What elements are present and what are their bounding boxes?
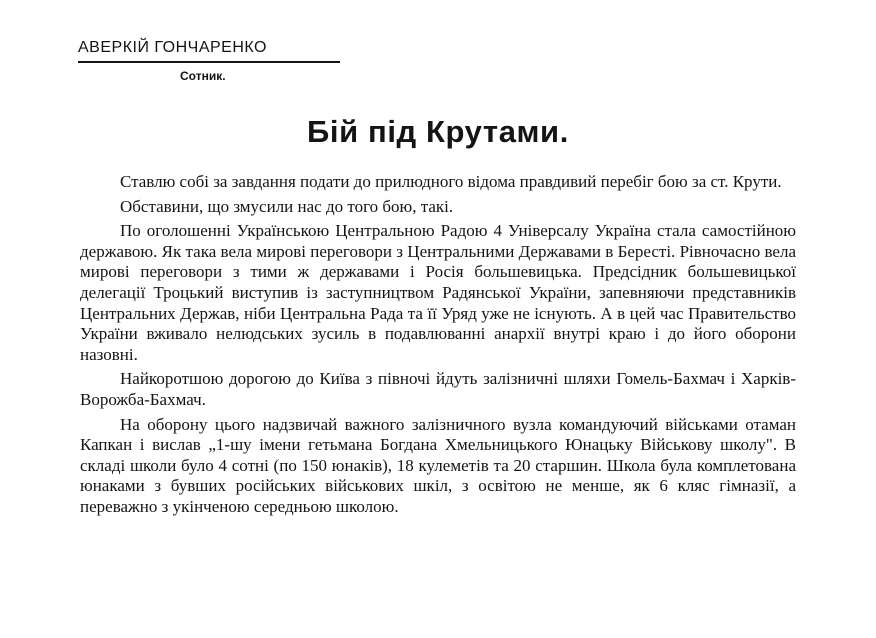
author-role: Сотник. [180,69,226,83]
paragraph: На оборону цього надзвичай важного залізничного вузла командуючий військами отаман Капкан і вислав „1-шу імени гетьмана Богдана Хмельницького Юнацьку Військову школу". В складі школи було 4 сотні (по 150 юнаків), 18 кулеметів та 20 старшин. Школа була комплетована юнаками з бувших російських військових шкіл, з освітою не менше, як 6 кляс гімназії, а переважно з укінченою середньою школою. [80,414,796,516]
paragraph: Ставлю собі за завдання подати до прилюдного відома правдивий перебіг бою за ст. Крути. [120,172,782,191]
article-title: Бій під Крутами. [307,114,569,149]
author-underline [78,61,340,63]
paragraph: По оголошенні Українською Центральною Радою 4 Універсалу Україна стала самостійною державою. Як така вела мирові переговори з Центральними Державами в Берестi. Рівночасно вела мирові переговори з тими ж державами і Росія большевицька. Предсідник большевицької делегації Троцький виступив із заступництвом Радянської України, запевняючи представників Центральних Держав, ніби Центральна Рада та її Уряд уже не існують. А в цей час Правительство України вживало нелюдських зусиль в подавлюванні анархії внутрі краю і до його оборони назовні. [80,221,796,364]
paragraph: Найкоротшою дорогою до Київа з півночі йдуть залізничні шляхи Гомель-Бахмач і Харків-Ворожба-Бахмач. [80,369,796,409]
author-name: АВЕРКІЙ ГОНЧАРЕНКО [78,39,267,56]
article-body [80,172,796,522]
paragraph: Обставини, що змусили нас до того бою, такі. [120,196,454,216]
author-block [78,38,340,63]
